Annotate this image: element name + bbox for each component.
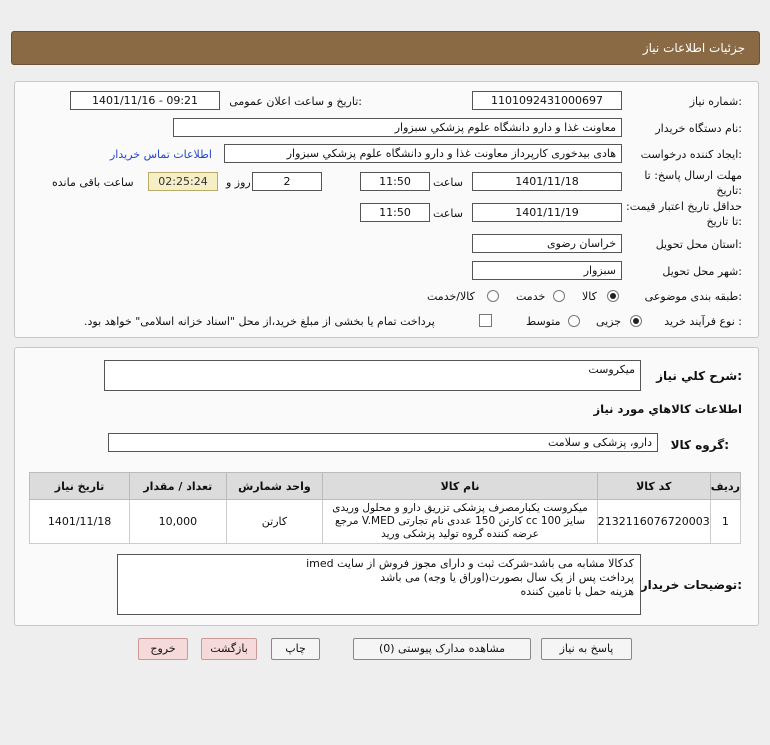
cell-qty: 10,000 bbox=[130, 500, 227, 544]
summary-label: شرح کلي نياز: bbox=[656, 369, 742, 383]
need-number-label: شماره نیاز: bbox=[689, 95, 742, 108]
buyer-note-line: پرداخت پس از یک سال بصورت(اوراق یا وجه) می باشد bbox=[380, 571, 634, 584]
city-field[interactable]: سبزوار bbox=[472, 261, 622, 280]
summary-field[interactable]: میکروست bbox=[104, 360, 641, 391]
goods-group-field[interactable]: دارو، پزشکی و سلامت bbox=[108, 433, 658, 452]
cell-code: 2132116076720003 bbox=[597, 500, 710, 544]
validity-label: حداقل تاریخ اعتبار قیمت: تا تاریخ: bbox=[626, 200, 742, 228]
buyer-org-field[interactable]: معاونت غذا و دارو دانشگاه علوم پزشکي سبزوار bbox=[173, 118, 622, 137]
process-option-medium: متوسط bbox=[526, 315, 561, 328]
category-label: طبقه بندی موضوعی: bbox=[644, 290, 742, 303]
buyer-notes-box bbox=[117, 554, 641, 615]
treasury-payment-checkbox[interactable] bbox=[479, 314, 492, 327]
goods-section-title: اطلاعات کالاهاي مورد نياز bbox=[593, 402, 742, 416]
category-option-goods: کالا bbox=[582, 290, 597, 303]
view-attachments-button[interactable]: مشاهده مدارک پیوستی (0) bbox=[353, 638, 531, 660]
buyer-note-line: کدکالا مشابه می باشد-شرکت ثبت و دارای مجوز فروش از سایت imed bbox=[306, 557, 634, 570]
days-label: روز و bbox=[226, 176, 251, 189]
cell-unit: کارتن bbox=[226, 500, 323, 544]
province-field[interactable]: خراسان رضوی bbox=[472, 234, 622, 253]
payment-note: پرداخت تمام یا بخشی از مبلغ خرید،از محل "اسناد خزانه اسلامی" خواهد بود. bbox=[84, 315, 435, 328]
reply-time-label: ساعت bbox=[433, 176, 463, 189]
goods-group-label: گروه کالا: bbox=[670, 438, 729, 452]
remaining-time-field: 02:25:24 bbox=[148, 172, 218, 191]
process-label: نوع فرآیند خرید : bbox=[664, 315, 742, 328]
reply-deadline-label: مهلت ارسال پاسخ: تا تاریخ: bbox=[644, 169, 742, 197]
creator-field[interactable]: هادی بیدخوری کارپرداز معاونت غذا و دارو دانشگاه علوم پزشکي سبزوار bbox=[224, 144, 622, 163]
category-option-service: خدمت bbox=[516, 290, 546, 303]
validity-date-field[interactable]: 1401/11/19 bbox=[472, 203, 622, 222]
cell-index: 1 bbox=[710, 500, 740, 544]
city-label: شهر محل تحویل: bbox=[662, 265, 742, 278]
category-radio-goods-service[interactable] bbox=[487, 290, 499, 302]
process-option-minor: جزیی bbox=[596, 315, 622, 328]
need-number-field[interactable]: 1101092431000697 bbox=[472, 91, 622, 110]
category-option-goods-service: کالا/خدمت bbox=[427, 290, 475, 303]
cell-name: میکروست یکبارمصرف پزشکی تزریق دارو و محلول وریدی سایز cc 100 کارتن 150 عددی نام تجارتی V.MED مرجع عرضه کننده گروه تولید پزشکی ورید bbox=[323, 500, 598, 544]
buyer-note-line: هزینه حمل با تامین کننده bbox=[520, 585, 634, 598]
reply-time-field[interactable]: 11:50 bbox=[360, 172, 430, 191]
exit-button[interactable]: خروج bbox=[138, 638, 188, 660]
col-unit: واحد شمارش bbox=[226, 473, 323, 500]
col-name: نام کالا bbox=[323, 473, 598, 500]
page-header bbox=[11, 31, 760, 65]
validity-time-label: ساعت bbox=[433, 207, 463, 220]
creator-label: ایجاد کننده درخواست: bbox=[640, 148, 742, 161]
col-date: تاریخ نیاز bbox=[30, 473, 130, 500]
col-index: ردیف bbox=[710, 473, 740, 500]
buyer-org-label: نام دستگاه خریدار: bbox=[655, 122, 742, 135]
print-button[interactable]: چاپ bbox=[271, 638, 320, 660]
cell-date: 1401/11/18 bbox=[30, 500, 130, 544]
process-radio-medium[interactable] bbox=[568, 315, 580, 327]
buyer-contact-link[interactable]: اطلاعات تماس خریدار bbox=[110, 148, 212, 161]
goods-table bbox=[29, 472, 741, 544]
validity-time-field[interactable]: 11:50 bbox=[360, 203, 430, 222]
col-code: کد کالا bbox=[597, 473, 710, 500]
process-radio-minor[interactable] bbox=[630, 315, 642, 327]
page-title: جزئیات اطلاعات نیاز bbox=[642, 41, 745, 55]
days-field[interactable]: 2 bbox=[252, 172, 322, 191]
reply-button[interactable]: پاسخ به نیاز bbox=[541, 638, 632, 660]
table-row[interactable] bbox=[30, 500, 741, 544]
reply-date-field[interactable]: 1401/11/18 bbox=[472, 172, 622, 191]
category-radio-service[interactable] bbox=[553, 290, 565, 302]
announce-label: تاریخ و ساعت اعلان عمومی: bbox=[229, 95, 362, 108]
category-radio-goods[interactable] bbox=[607, 290, 619, 302]
buyer-notes-label: توضیحات خریدار: bbox=[640, 578, 742, 592]
back-button[interactable]: بازگشت bbox=[201, 638, 257, 660]
remaining-label: ساعت باقی مانده bbox=[52, 176, 134, 189]
col-qty: تعداد / مقدار bbox=[130, 473, 227, 500]
announce-field[interactable]: 1401/11/16 - 09:21 bbox=[70, 91, 220, 110]
province-label: استان محل تحویل: bbox=[655, 238, 742, 251]
